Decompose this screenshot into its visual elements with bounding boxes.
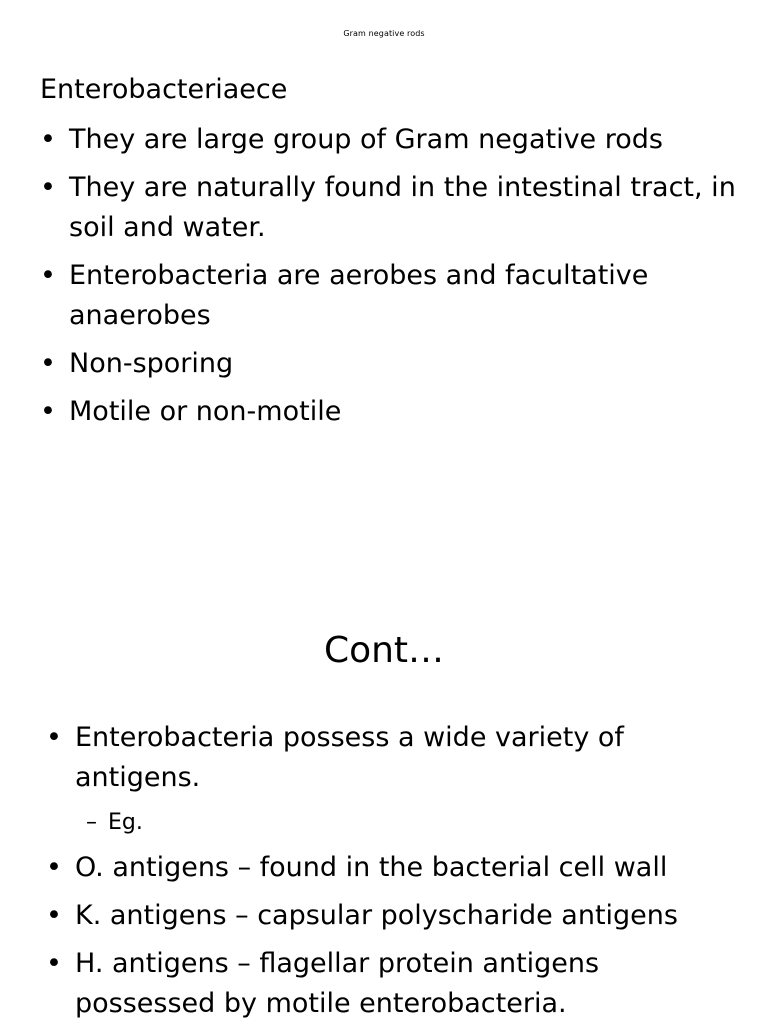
bullet-icon: •: [40, 124, 56, 155]
bullet-icon: •: [46, 852, 62, 883]
bullet-text: They are naturally found in the intestinal tract, in soil and water.: [69, 172, 736, 243]
list-item: [40, 256, 740, 336]
bullet-icon: •: [40, 348, 56, 379]
bullet-icon: •: [40, 396, 56, 427]
bullet-text: H. antigens – flagellar protein antigens possessed by motile enterobacteria.: [75, 948, 600, 1019]
bullet-text: O. antigens – found in the bacterial cell wall: [75, 852, 668, 883]
bullet-text: Non-sporing: [69, 348, 234, 379]
bullet-text: They are large group of Gram negative rods: [69, 124, 663, 155]
dash-icon: –: [86, 810, 97, 835]
list-item: [40, 392, 740, 432]
list-item: [40, 344, 740, 384]
slide1-bullet-list: [40, 120, 740, 440]
list-item: [40, 120, 740, 160]
page-header: Gram negative rods: [343, 29, 425, 38]
list-item: [46, 896, 746, 936]
bullet-text: Enterobacteria possess a wide variety of antigens.: [75, 722, 624, 793]
slide2-bullet-list-b: [46, 848, 746, 1032]
bullet-icon: •: [40, 172, 56, 203]
sub-item-example: [86, 806, 143, 840]
bullet-text: Enterobacteria are aerobes and facultative anaerobes: [69, 260, 649, 331]
sub-item-text: Eg.: [108, 810, 143, 835]
bullet-icon: •: [46, 722, 62, 753]
bullet-icon: •: [40, 260, 56, 291]
bullet-icon: •: [46, 948, 62, 979]
bullet-text: Motile or non-motile: [69, 396, 342, 427]
bullet-text: K. antigens – capsular polyscharide antigens: [75, 900, 678, 931]
list-item: [46, 944, 746, 1024]
slide-title-cont: Cont…: [323, 630, 445, 671]
list-item: [40, 168, 740, 248]
slide2-bullet-list-a: [46, 718, 746, 806]
list-item: [46, 848, 746, 888]
slide-title-enterobacteriaece: Enterobacteriaece: [40, 74, 288, 105]
list-item: [46, 718, 746, 798]
bullet-icon: •: [46, 900, 62, 931]
